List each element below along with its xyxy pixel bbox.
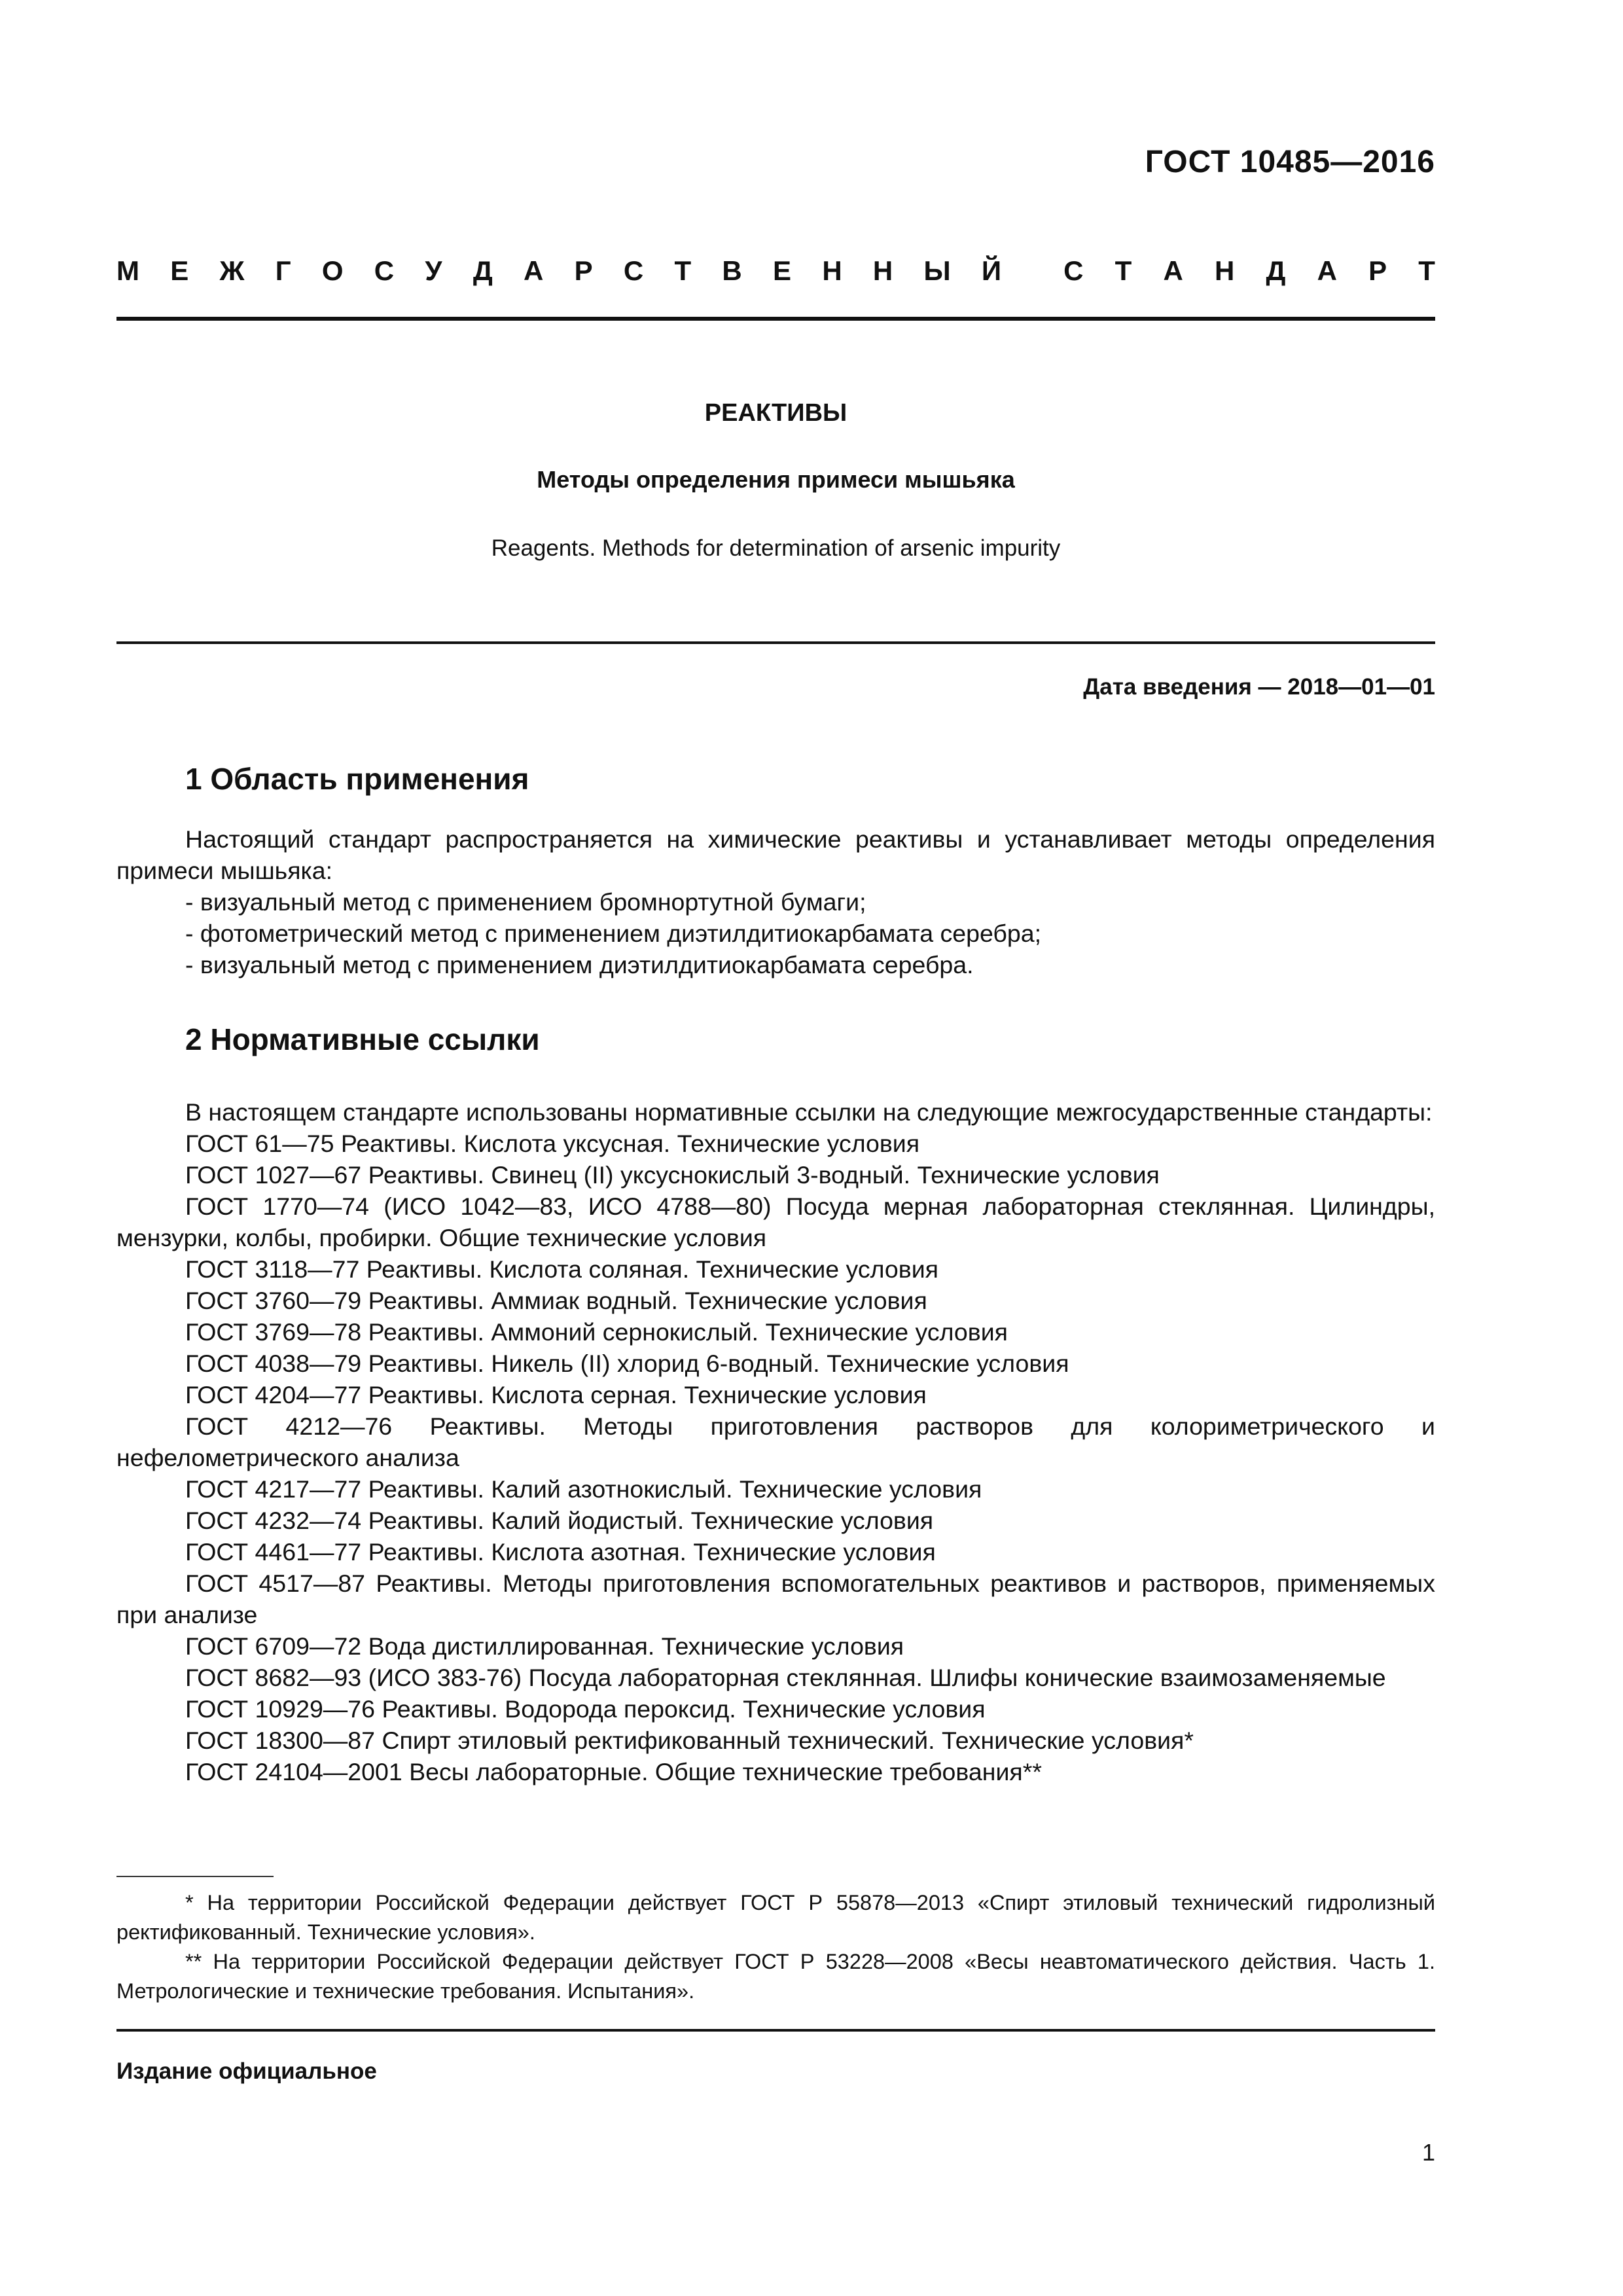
- banner-letter: М: [116, 255, 139, 286]
- document-title: РЕАКТИВЫ: [704, 399, 847, 427]
- banner-letter: Е: [773, 255, 792, 286]
- banner-word-interstate: [116, 255, 1001, 287]
- banner-letter: Н: [872, 255, 893, 286]
- introduction-date: Дата введения — 2018—01—01: [1083, 674, 1435, 700]
- reference-item: ГОСТ 4217—77 Реактивы. Калий азотнокислый. Технические условия: [185, 1475, 982, 1503]
- banner-letter: А: [1317, 255, 1337, 286]
- reference-item: ГОСТ 4038—79 Реактивы. Никель (II) хлорид 6-водный. Технические условия: [185, 1350, 1069, 1377]
- scope-list-item: - визуальный метод с применением диэтилдитиокарбамата серебра.: [185, 951, 974, 978]
- reference-item: ГОСТ 4212—76 Реактивы. Методы приготовления растворов для колориметрического и нефелометрического анализа: [116, 1412, 1435, 1471]
- banner-letter: Р: [574, 255, 593, 286]
- banner-letter: Т: [1115, 255, 1132, 286]
- banner-letter: Е: [170, 255, 189, 286]
- banner-letter: У: [425, 255, 442, 286]
- banner-letter: Н: [822, 255, 842, 286]
- scope-paragraph: Настоящий стандарт распространяется на химические реактивы и устанавливает методы определения примеси мышьяка:: [116, 825, 1435, 884]
- references-list: [116, 1096, 1435, 1787]
- reference-item: ГОСТ 24104—2001 Весы лабораторные. Общие технические требования**: [185, 1758, 1042, 1785]
- banner-letter: С: [1063, 255, 1084, 286]
- banner-word-standard: [1063, 255, 1435, 287]
- banner-letter: Д: [1266, 255, 1286, 286]
- footnotes: [116, 1888, 1435, 2006]
- reference-item: ГОСТ 10929—76 Реактивы. Водорода пероксид. Технические условия: [185, 1695, 986, 1723]
- interstate-standard-banner: [116, 255, 1435, 287]
- footnote-separator: [116, 1876, 274, 1877]
- title-divider: [116, 641, 1435, 644]
- reference-item: ГОСТ 1770—74 (ИСО 1042—83, ИСО 4788—80) Посуда мерная лабораторная стеклянная. Цилиндры, мензурки, колбы, пробирки. Общие технические условия: [116, 1193, 1435, 1251]
- footer-divider: [116, 2029, 1435, 2032]
- banner-gap: [1001, 255, 1063, 287]
- banner-letter: Й: [981, 255, 1002, 286]
- banner-letter: В: [722, 255, 742, 286]
- banner-letter: С: [623, 255, 644, 286]
- reference-item: ГОСТ 4461—77 Реактивы. Кислота азотная. Технические условия: [185, 1538, 936, 1566]
- scope-list-item: - фотометрический метод с применением диэтилдитиокарбамата серебра;: [185, 920, 1042, 947]
- banner-letter: С: [374, 255, 395, 286]
- english-title: Reagents. Methods for determination of arsenic impurity: [491, 535, 1061, 561]
- banner-letter: Н: [1214, 255, 1235, 286]
- references-intro: В настоящем стандарте использованы нормативные ссылки на следующие межгосударственные стандарты:: [185, 1098, 1433, 1126]
- banner-letter: Т: [1418, 255, 1435, 286]
- reference-item: ГОСТ 3760—79 Реактивы. Аммиак водный. Технические условия: [185, 1287, 927, 1314]
- reference-item: ГОСТ 1027—67 Реактивы. Свинец (II) уксуснокислый 3-водный. Технические условия: [185, 1161, 1160, 1189]
- reference-item: ГОСТ 61—75 Реактивы. Кислота уксусная. Технические условия: [185, 1130, 920, 1157]
- page-number: 1: [1421, 2139, 1435, 2166]
- banner-letter: Ы: [923, 255, 951, 286]
- banner-letter: Р: [1368, 255, 1387, 286]
- footnote: * На территории Российской Федерации действует ГОСТ Р 55878—2013 «Спирт этиловый технический гидролизный ректификованный. Технические условия».: [116, 1891, 1435, 1944]
- reference-item: ГОСТ 4232—74 Реактивы. Калий йодистый. Технические условия: [185, 1507, 934, 1534]
- banner-letter: А: [524, 255, 544, 286]
- document-subtitle: Методы определения примеси мышьяка: [537, 466, 1015, 493]
- document-page: [116, 0, 1435, 2296]
- reference-item: ГОСТ 8682—93 (ИСО 383-76) Посуда лабораторная стеклянная. Шлифы конические взаимозаменяемые: [185, 1664, 1386, 1691]
- banner-letter: Ж: [219, 255, 245, 286]
- reference-item: ГОСТ 4517—87 Реактивы. Методы приготовления вспомогательных реактивов и растворов, применяемых при анализе: [116, 1570, 1435, 1628]
- document-code: ГОСТ 10485—2016: [1145, 145, 1435, 179]
- banner-letter: Г: [275, 255, 291, 286]
- official-edition-label: Издание официальное: [116, 2058, 377, 2084]
- reference-item: ГОСТ 4204—77 Реактивы. Кислота серная. Технические условия: [185, 1381, 927, 1408]
- banner-letter: О: [321, 255, 344, 286]
- header-divider: [116, 317, 1435, 321]
- section-heading: 2 Нормативные ссылки: [185, 1022, 540, 1056]
- scope-list-item: - визуальный метод с применением бромнортутной бумаги;: [185, 888, 866, 916]
- reference-item: ГОСТ 6709—72 Вода дистиллированная. Технические условия: [185, 1632, 904, 1660]
- reference-item: ГОСТ 3769—78 Реактивы. Аммоний сернокислый. Технические условия: [185, 1318, 1008, 1346]
- section-normative-references: [116, 1020, 1435, 1059]
- banner-letter: А: [1163, 255, 1183, 286]
- footnote: ** На территории Российской Федерации действует ГОСТ Р 53228—2008 «Весы неавтоматического действия. Часть 1. Метрологические и технические требования. Испытания».: [116, 1950, 1435, 2003]
- section-heading: 1 Область применения: [185, 762, 529, 796]
- section-scope: [116, 759, 1435, 980]
- banner-letter: Т: [674, 255, 692, 286]
- reference-item: ГОСТ 3118—77 Реактивы. Кислота соляная. Технические условия: [185, 1255, 938, 1283]
- reference-item: ГОСТ 18300—87 Спирт этиловый ректификованный технический. Технические условия*: [185, 1727, 1194, 1754]
- banner-letter: Д: [473, 255, 493, 286]
